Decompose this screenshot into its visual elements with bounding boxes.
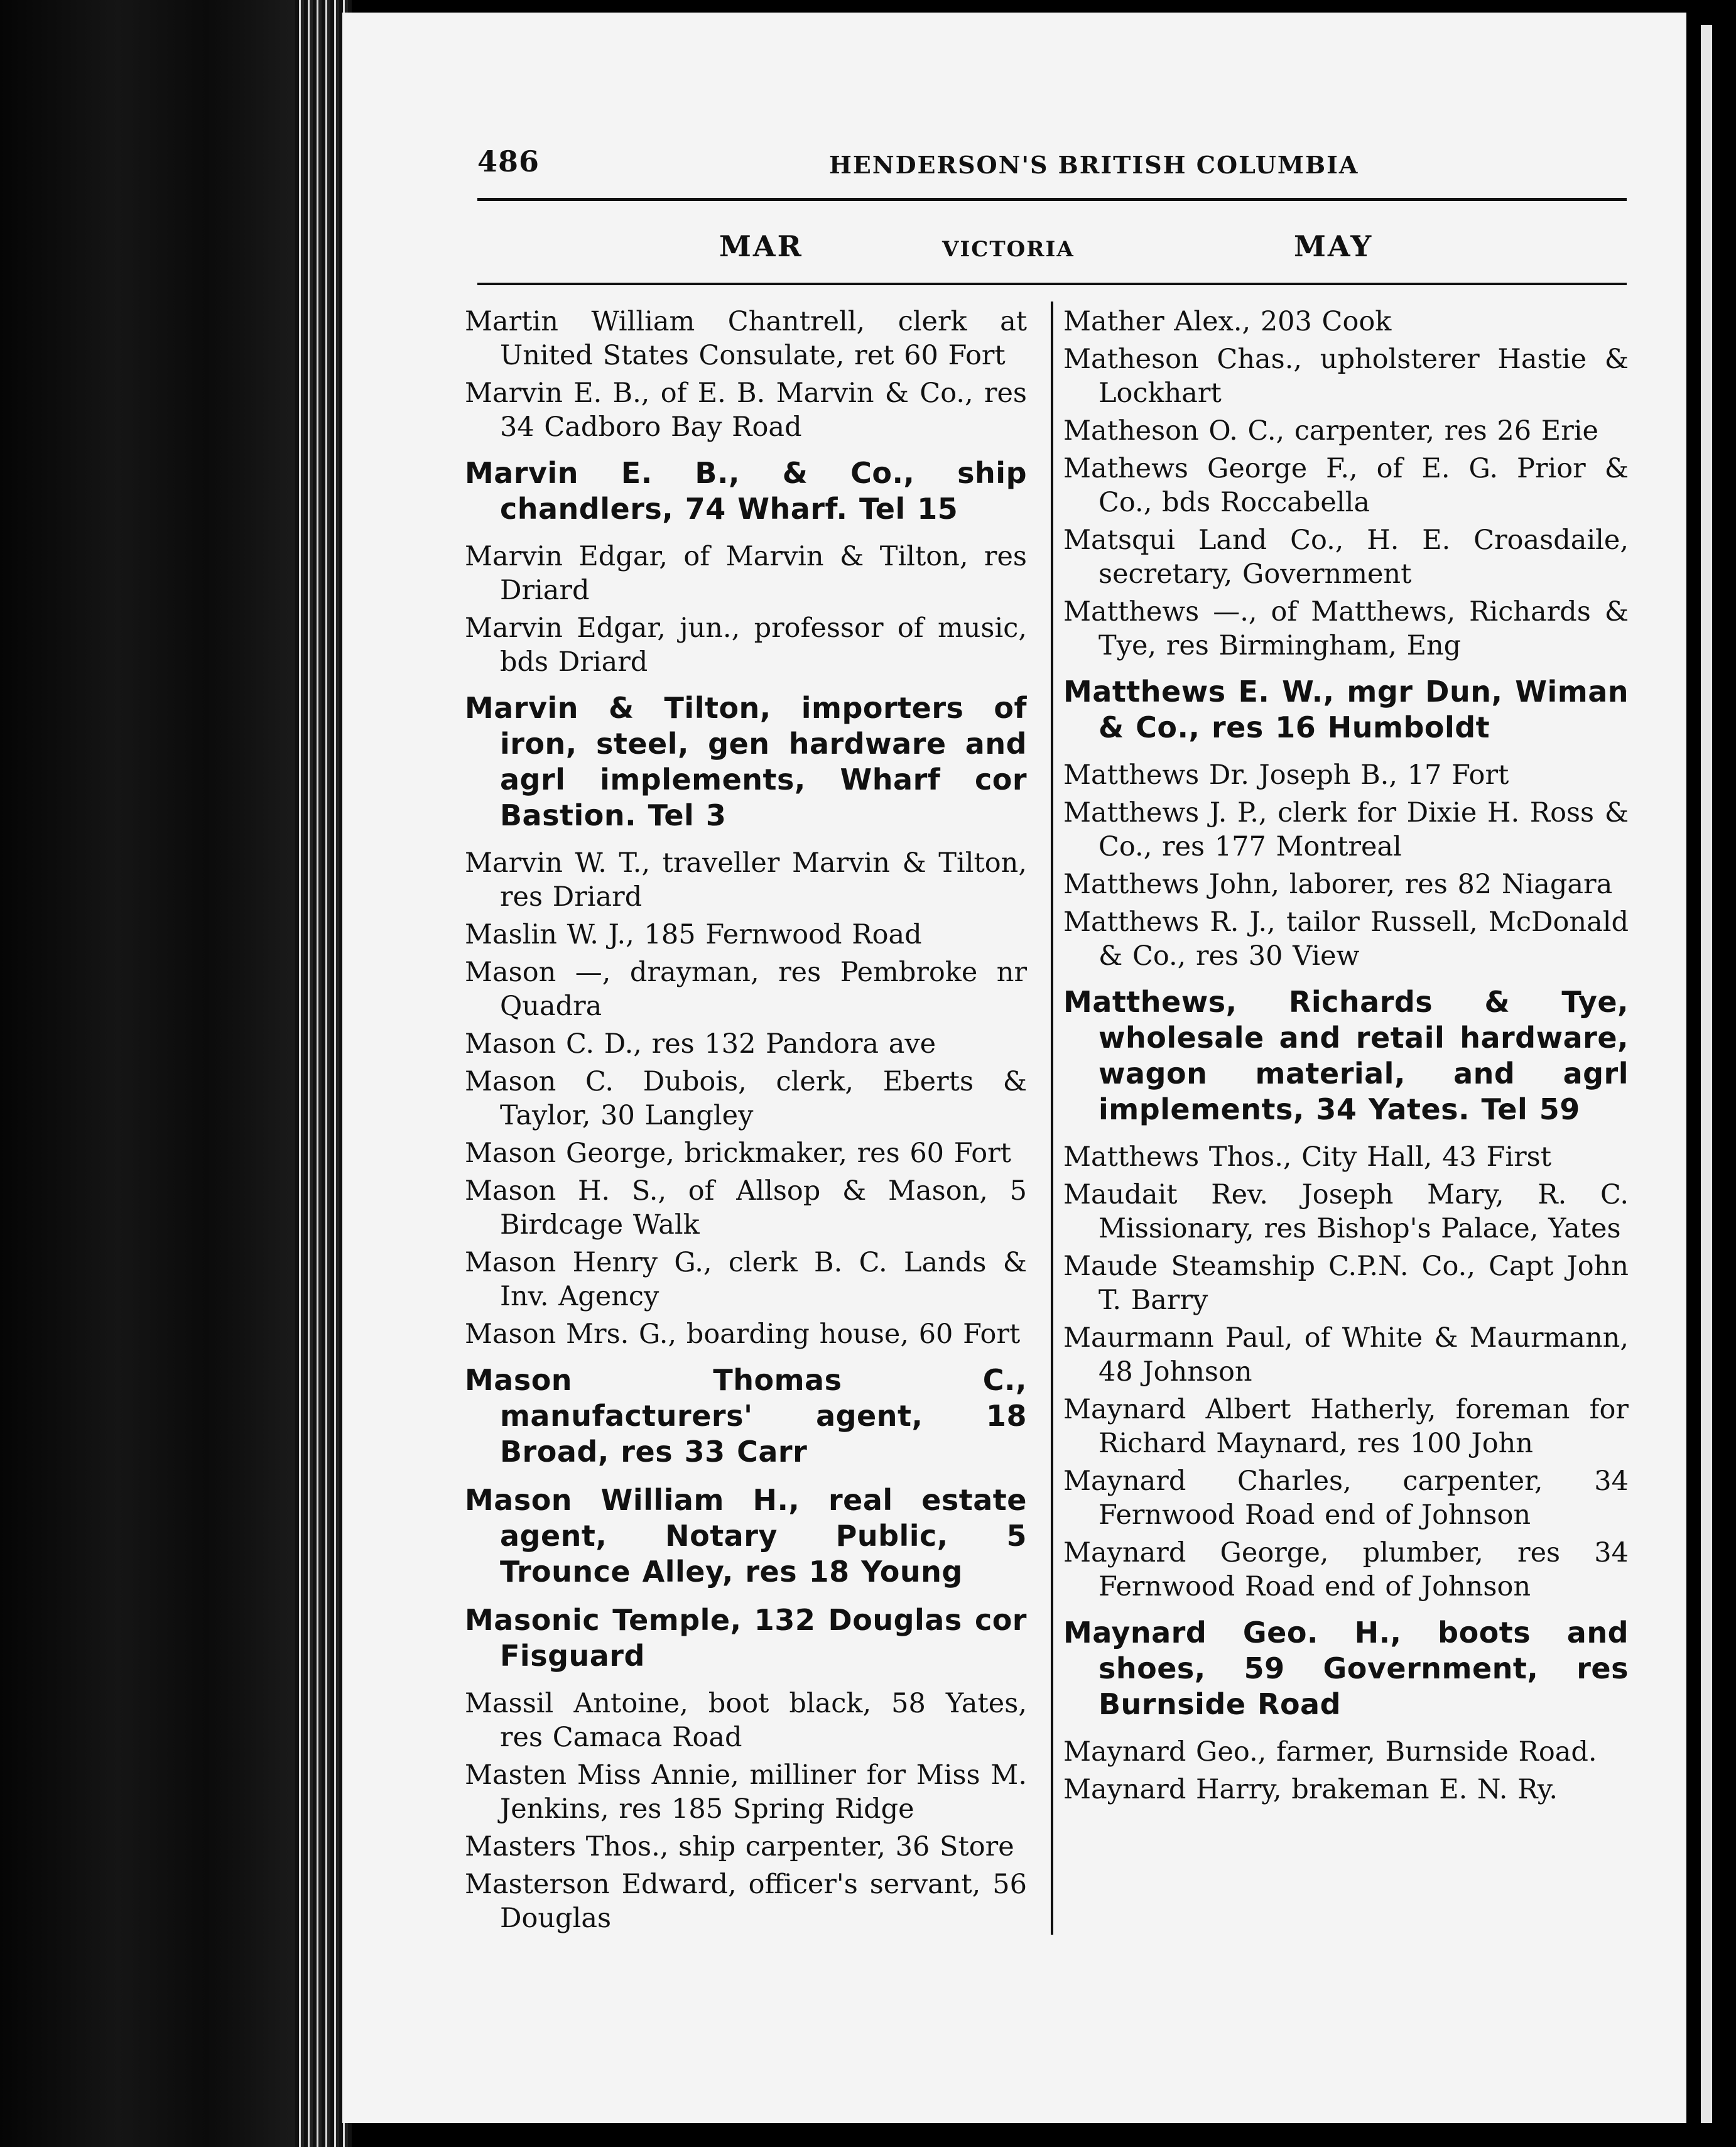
directory-entry: Maynard Geo., farmer, Burnside Road. <box>1063 1736 1597 1768</box>
left-column <box>465 305 1027 1939</box>
directory-entry-display: Marvin & Tilton, importers of iron, steel, gen hardware and agrl implements, Wharf cor Bastion. Tel 3 <box>465 691 1027 832</box>
right-column <box>1063 305 1629 1810</box>
directory-entry: Matthews John, laborer, res 82 Niagara <box>1063 869 1613 900</box>
directory-entry: Marvin E. B., of E. B. Marvin & Co., res 34 Cadboro Bay Road <box>465 378 1027 443</box>
directory-entry: Massil Antoine, boot black, 58 Yates, res Camaca Road <box>465 1688 1027 1753</box>
directory-entry: Masterson Edward, officer's servant, 56 Douglas <box>465 1869 1027 1934</box>
page-number: 486 <box>477 144 540 178</box>
book-title: HENDERSON'S BRITISH COLUMBIA <box>829 151 1359 179</box>
directory-entry: Matthews —., of Matthews, Richards & Tye, res Birmingham, Eng <box>1063 596 1629 661</box>
directory-entry: Marvin Edgar, jun., professor of music, bds Driard <box>465 612 1027 678</box>
guide-words <box>477 229 1627 273</box>
guide-word-left: MAR <box>719 229 803 263</box>
directory-entry: Masters Thos., ship carpenter, 36 Store <box>465 1831 1014 1862</box>
directory-entry: Mason George, brickmaker, res 60 Fort <box>465 1138 1011 1169</box>
directory-entry: Matthews Dr. Joseph B., 17 Fort <box>1063 759 1509 791</box>
directory-entry: Maynard George, plumber, res 34 Fernwood Road end of Johnson <box>1063 1537 1629 1602</box>
guide-word-city: VICTORIA <box>942 237 1075 262</box>
directory-entry: Matsqui Land Co., H. E. Croasdaile, secretary, Government <box>1063 525 1629 590</box>
directory-entry-display: Matthews, Richards & Tye, wholesale and retail hardware, wagon material, and agrl implements, 34 Yates. Tel 59 <box>1063 985 1629 1126</box>
directory-entry: Mason C. Dubois, clerk, Eberts & Taylor, 30 Langley <box>465 1066 1027 1131</box>
directory-entry: Maslin W. J., 185 Fernwood Road <box>465 919 922 950</box>
book-spine <box>0 0 295 2147</box>
directory-entry: Mason Mrs. G., boarding house, 60 Fort <box>465 1318 1021 1350</box>
directory-entry: Matthews R. J., tailor Russell, McDonald & Co., res 30 View <box>1063 906 1629 972</box>
directory-entry: Mason C. D., res 132 Pandora ave <box>465 1028 936 1060</box>
directory-entry: Mather Alex., 203 Cook <box>1063 306 1392 337</box>
header-rule <box>477 198 1627 201</box>
directory-entry: Maurmann Paul, of White & Maurmann, 48 Johnson <box>1063 1322 1629 1388</box>
directory-entry-display: Marvin E. B., & Co., ship chandlers, 74 Wharf. Tel 15 <box>465 456 1027 526</box>
guide-rule <box>477 283 1627 285</box>
directory-entry: Maynard Charles, carpenter, 34 Fernwood Road end of Johnson <box>1063 1465 1629 1531</box>
directory-entry-display: Maynard Geo. H., boots and shoes, 59 Government, res Burnside Road <box>1063 1616 1629 1721</box>
directory-entry: Marvin Edgar, of Marvin & Tilton, res Driard <box>465 541 1027 606</box>
facing-page-sliver <box>1701 25 1712 2123</box>
directory-entry-display: Masonic Temple, 132 Douglas cor Fisguard <box>465 1603 1027 1673</box>
directory-entry-display: Mason William H., real estate agent, Notary Public, 5 Trounce Alley, res 18 Young <box>465 1483 1027 1589</box>
directory-entry: Maude Steamship C.P.N. Co., Capt John T. Barry <box>1063 1251 1629 1316</box>
directory-entry: Mathews George F., of E. G. Prior & Co., bds Roccabella <box>1063 453 1629 518</box>
directory-entry: Mason H. S., of Allsop & Mason, 5 Birdcage Walk <box>465 1175 1027 1241</box>
directory-entry: Matthews Thos., City Hall, 43 First <box>1063 1141 1551 1173</box>
directory-entry-display: Mason Thomas C., manufacturers' agent, 18 Broad, res 33 Carr <box>465 1363 1027 1469</box>
directory-entry: Maynard Harry, brakeman E. N. Ry. <box>1063 1774 1558 1805</box>
directory-entry: Matheson Chas., upholsterer Hastie & Lockhart <box>1063 344 1629 409</box>
directory-entry-display: Matthews E. W., mgr Dun, Wiman & Co., res 16 Humboldt <box>1063 675 1629 744</box>
column-divider <box>1051 302 1053 1935</box>
directory-entry: Maudait Rev. Joseph Mary, R. C. Missionary, res Bishop's Palace, Yates <box>1063 1179 1629 1244</box>
directory-entry: Matthews J. P., clerk for Dixie H. Ross & Co., res 177 Montreal <box>1063 797 1629 862</box>
directory-page <box>342 13 1686 2123</box>
directory-entry: Marvin W. T., traveller Marvin & Tilton, res Driard <box>465 847 1027 913</box>
directory-entry: Mason —, drayman, res Pembroke nr Quadra <box>465 957 1027 1022</box>
directory-entry: Masten Miss Annie, milliner for Miss M. Jenkins, res 185 Spring Ridge <box>465 1759 1027 1825</box>
facing-page-edge <box>1696 0 1736 2147</box>
directory-entry: Martin William Chantrell, clerk at United States Consulate, ret 60 Fort <box>465 306 1027 371</box>
running-head <box>477 144 1551 182</box>
directory-entry: Matheson O. C., carpenter, res 26 Erie <box>1063 415 1598 447</box>
directory-entry: Mason Henry G., clerk B. C. Lands & Inv. Agency <box>465 1247 1027 1312</box>
directory-entry: Maynard Albert Hatherly, foreman for Richard Maynard, res 100 John <box>1063 1394 1629 1459</box>
guide-word-right: MAY <box>1294 229 1374 263</box>
